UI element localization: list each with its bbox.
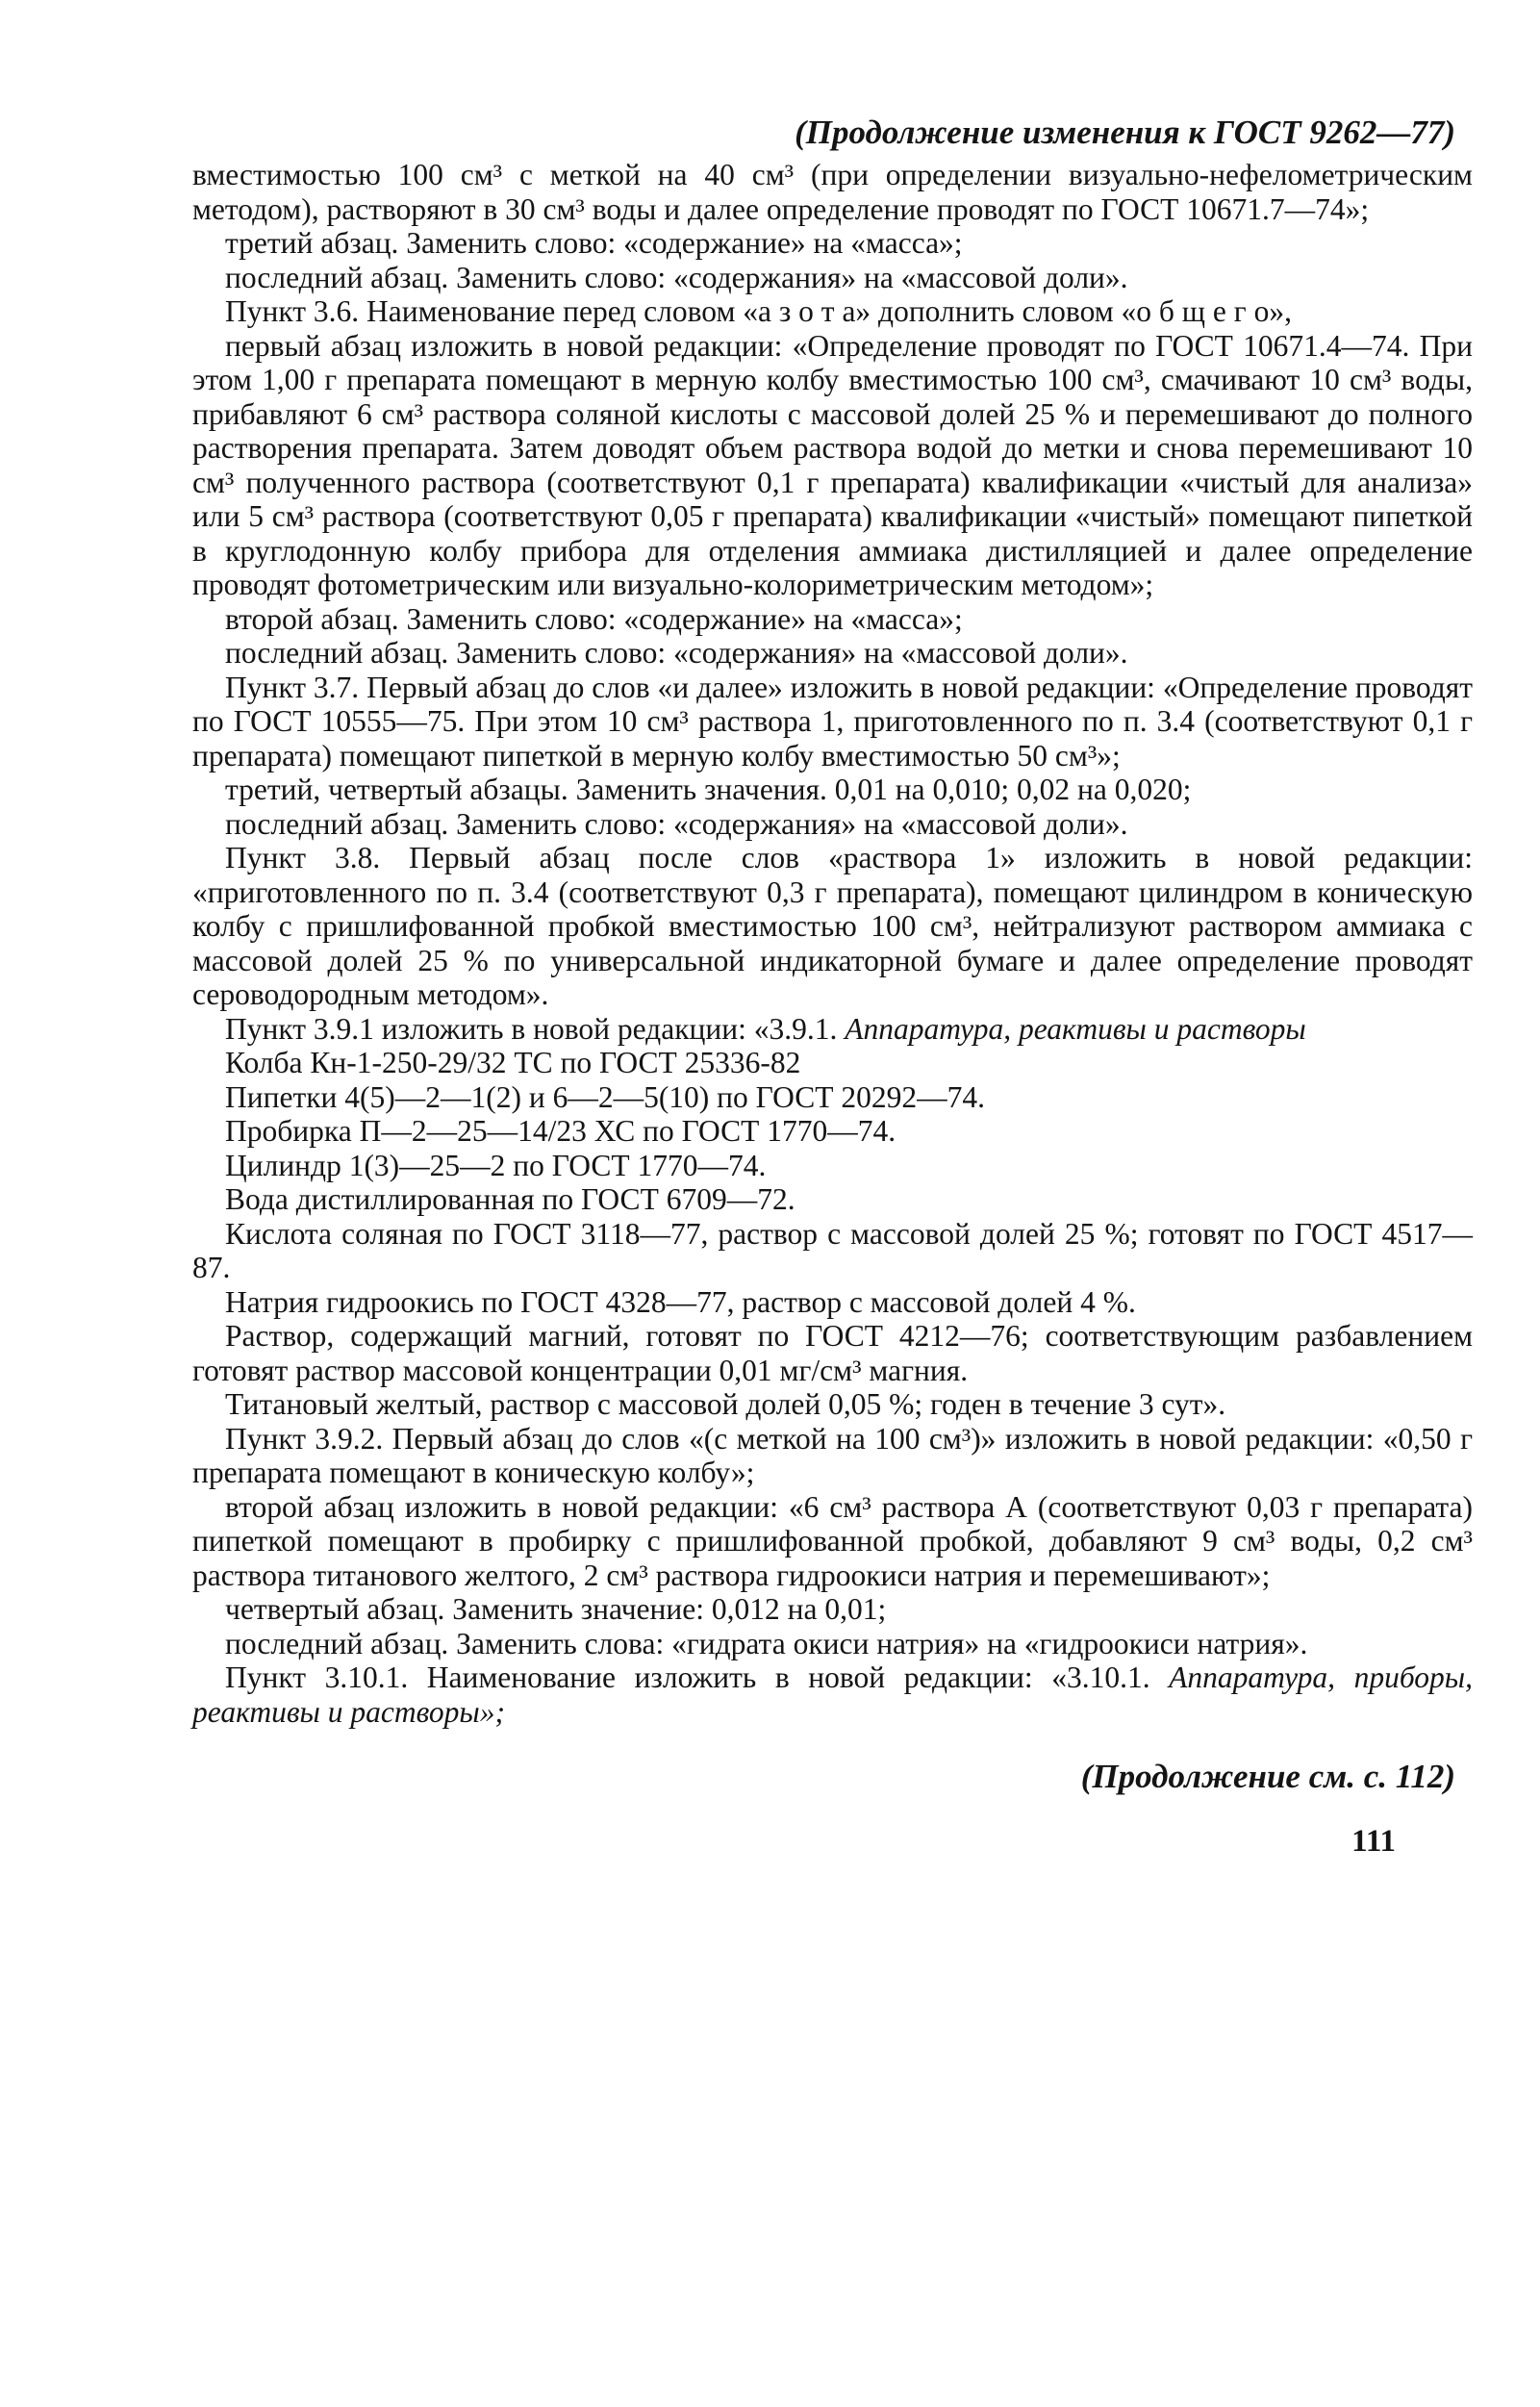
- continuation-note: (Продолжение см. с. 112): [1080, 1758, 1455, 1795]
- section-title-3-10-1: Аппаратура, приборы, реактивы и растворы»;: [192, 1660, 1473, 1729]
- paragraph-last-abzac-3-9-2: последний абзац. Заменить слова: «гидрата окиси натрия» на «гидроокиси натрия».: [225, 1626, 1308, 1660]
- punkt-3-10-1-text: Пункт 3.10.1. Наименование изложить в новой редакции: «3.10.1.: [225, 1660, 1150, 1694]
- paragraph-last-abzac-3-6: последний абзац. Заменить слово: «содержания» на «массовой доли».: [225, 636, 1128, 670]
- reagent-titan-yellow: Титановый желтый, раствор с массовой долей 0,05 %; годен в течение 3 сут».: [225, 1387, 1226, 1421]
- equipment-flask: Колба Кн-1-250-29/32 ТС по ГОСТ 25336-82: [225, 1046, 801, 1079]
- equipment-cylinder: Цилиндр 1(3)—25—2 по ГОСТ 1770—74.: [225, 1148, 767, 1182]
- running-header: (Продолжение изменения к ГОСТ 9262—77): [795, 114, 1455, 151]
- reagent-water: Вода дистиллированная по ГОСТ 6709—72.: [225, 1182, 795, 1216]
- reagent-sodium-hydroxide: Натрия гидроокись по ГОСТ 4328—77, раствор с массовой долей 4 %.: [225, 1284, 1136, 1319]
- equipment-pipettes: Пипетки 4(5)—2—1(2) и 6—2—5(10) по ГОСТ 20292—74.: [225, 1079, 985, 1114]
- paragraph-last-abzac-3-7: последний абзац. Заменить слово: «содержания» на «массовой доли».: [225, 806, 1128, 841]
- paragraph-punkt-3-9-1: [192, 1012, 1473, 1047]
- paragraph-second-abzac-3-6: второй абзац. Заменить слово: «содержание» на «масса»;: [225, 601, 963, 636]
- paragraph-punkt-3-8: Пункт 3.8. Первый абзац после слов «раствора 1» изложить в новой редакции: «приготовленного по п. 3.4 (соответствуют 0,3 г препарата), помещают цилиндром в коническую колбу с пришлифованной пробкой вместимостью 100 см³, нейтрализуют раствором аммиака с массовой долей 25 % по универсальной индикаторной бумаге и далее определение проводят сероводородным методом».: [192, 841, 1473, 1011]
- paragraph-punkt-3-10-1: [192, 1660, 1473, 1729]
- paragraph-punkt-3-9-2: Пункт 3.9.2. Первый абзац до слов «(с меткой на 100 см³)» изложить в новой редакции: «0,50 г препарата помещают в коническую колбу»;: [192, 1421, 1473, 1489]
- paragraph-punkt-3-6: Пункт 3.6. Наименование перед словом «а з о т а» дополнить словом «о б щ е г о»,: [225, 294, 1292, 328]
- reagent-magnesium-solution: Раствор, содержащий магний, готовят по ГОСТ 4212—76; соответствующим разбавлением готовят раствор массовой концентрации 0,01 мг/см³ магния.: [192, 1319, 1473, 1387]
- page-number: 111: [1351, 1824, 1396, 1859]
- equipment-test-tube: Пробирка П—2—25—14/23 ХС по ГОСТ 1770—74.: [225, 1114, 896, 1148]
- paragraph-third-abzac: третий абзац. Заменить слово: «содержание» на «масса»;: [225, 226, 963, 260]
- paragraph-continuation: вместимостью 100 см³ с меткой на 40 см³ (при определении визуально-нефелометрическим методом), растворяют в 30 см³ воды и далее определение проводят по ГОСТ 10671.7—74»;: [192, 158, 1473, 226]
- paragraph-last-abzac: последний абзац. Заменить слово: «содержания» на «массовой доли».: [225, 260, 1128, 294]
- punkt-3-9-1-text: Пункт 3.9.1 изложить в новой редакции: «3.9.1.: [225, 1011, 838, 1046]
- paragraph-fourth-abzac-3-9-2: четвертый абзац. Заменить значение: 0,012 на 0,01;: [225, 1592, 887, 1626]
- reagent-hydrochloric-acid: Кислота соляная по ГОСТ 3118—77, раствор с массовой долей 25 %; готовят по ГОСТ 4517—87.: [192, 1216, 1473, 1284]
- paragraph-second-abzac-3-9-2: второй абзац изложить в новой редакции: «6 см³ раствора А (соответствуют 0,03 г препарата) пипеткой помещают в пробирку с пришлифованной пробкой, добавляют 9 см³ воды, 0,2 см³ раствора титанового желтого, 2 см³ раствора гидроокиси натрия и перемешивают»;: [192, 1489, 1473, 1592]
- section-title-3-9-1: Аппаратура, реактивы и растворы: [845, 1011, 1306, 1046]
- paragraph-first-abzac-3-6: первый абзац изложить в новой редакции: «Определение проводят по ГОСТ 10671.4—74. При этом 1,00 г препарата помещают в мерную колбу вместимостью 100 см³, смачивают 10 см³ воды, прибавляют 6 см³ раствора соляной кислоты с массовой долей 25 % и перемешивают до полного растворения препарата. Затем доводят объем раствора водой до метки и снова перемешивают 10 см³ полученного раствора (соответствуют 0,1 г препарата) квалификации «чистый для анализа» или 5 см³ раствора (соответствуют 0,05 г препарата) квалификации «чистый» помещают пипеткой в круглодонную колбу прибора для отделения аммиака дистилляцией и далее определение проводят фотометрическим или визуально-колориметрическим методом»;: [192, 328, 1473, 601]
- paragraph-values-3-7: третий, четвертый абзацы. Заменить значения. 0,01 на 0,010; 0,02 на 0,020;: [225, 773, 1192, 806]
- paragraph-punkt-3-7: Пункт 3.7. Первый абзац до слов «и далее» изложить в новой редакции: «Определение проводят по ГОСТ 10555—75. При этом 10 см³ раствора 1, приготовленного по п. 3.4 (соответствуют 0,1 г препарата) помещают пипеткой в мерную колбу вместимостью 50 см³»;: [192, 670, 1473, 773]
